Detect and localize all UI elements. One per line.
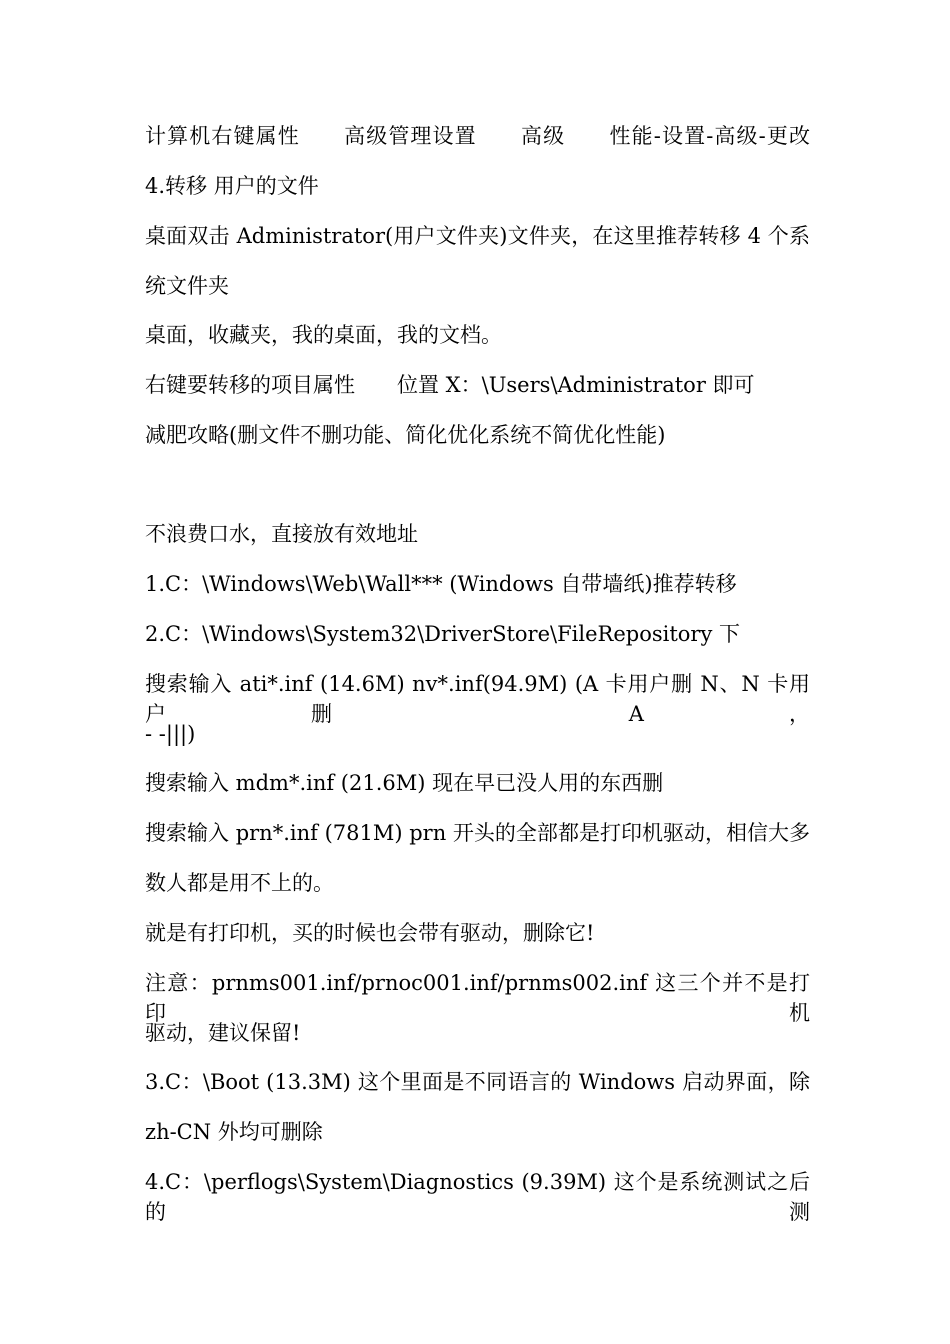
text-line-1: 计算机右键属性 高级管理设置 高级 性能-设置-高级-更改: [145, 124, 810, 148]
text-line-6: 右键要转移的项目属性 位置 X：\Users\Administrator 即可: [145, 373, 755, 397]
text-line-15: 数人都是用不上的。: [145, 871, 334, 895]
text-line-21: 4.C：\perflogs\System\Diagnostics (9.39M) 这个是系统测试之后的测: [145, 1170, 810, 1224]
text-line-18: 驱动，建议保留!: [145, 1021, 301, 1045]
text-line-13: 搜索输入 mdm*.inf (21.6M) 现在早已没人用的东西删: [145, 771, 664, 795]
text-line-3: 桌面双击 Administrator(用户文件夹)文件夹，在这里推荐转移 4 个系: [145, 224, 810, 248]
text-line-12: - -|||): [145, 722, 196, 746]
text-line-16: 就是有打印机，买的时候也会带有驱动，删除它!: [145, 921, 595, 945]
text-line-17: 注意：prnms001.inf/prnoc001.inf/prnms002.inf 这三个并不是打印机: [145, 971, 810, 1025]
text-line-10: 2.C：\Windows\System32\DriverStore\FileRepository 下: [145, 622, 740, 646]
text-line-20: zh-CN 外均可删除: [145, 1120, 323, 1144]
text-line-4: 统文件夹: [145, 274, 229, 298]
text-line-11: 搜索输入 ati*.inf (14.6M) nv*.inf(94.9M) (A 卡用户删 N、N 卡用户删 A，: [145, 672, 810, 726]
text-line-14: 搜索输入 prn*.inf (781M) prn 开头的全部都是打印机驱动，相信大多: [145, 821, 810, 845]
text-line-9: 1.C：\Windows\Web\Wall*** (Windows 自带墙纸)推荐转移: [145, 572, 737, 596]
text-line-7: 减肥攻略(删文件不删功能、简化优化系统不简优化性能): [145, 423, 666, 447]
text-line-5: 桌面，收藏夹，我的桌面，我的文档。: [145, 323, 502, 347]
section-heading: 4.转移 用户的文件: [145, 174, 319, 198]
text-line-8: 不浪费口水，直接放有效地址: [145, 522, 418, 546]
text-line-19: 3.C：\Boot (13.3M) 这个里面是不同语言的 Windows 启动界面，除: [145, 1070, 810, 1094]
